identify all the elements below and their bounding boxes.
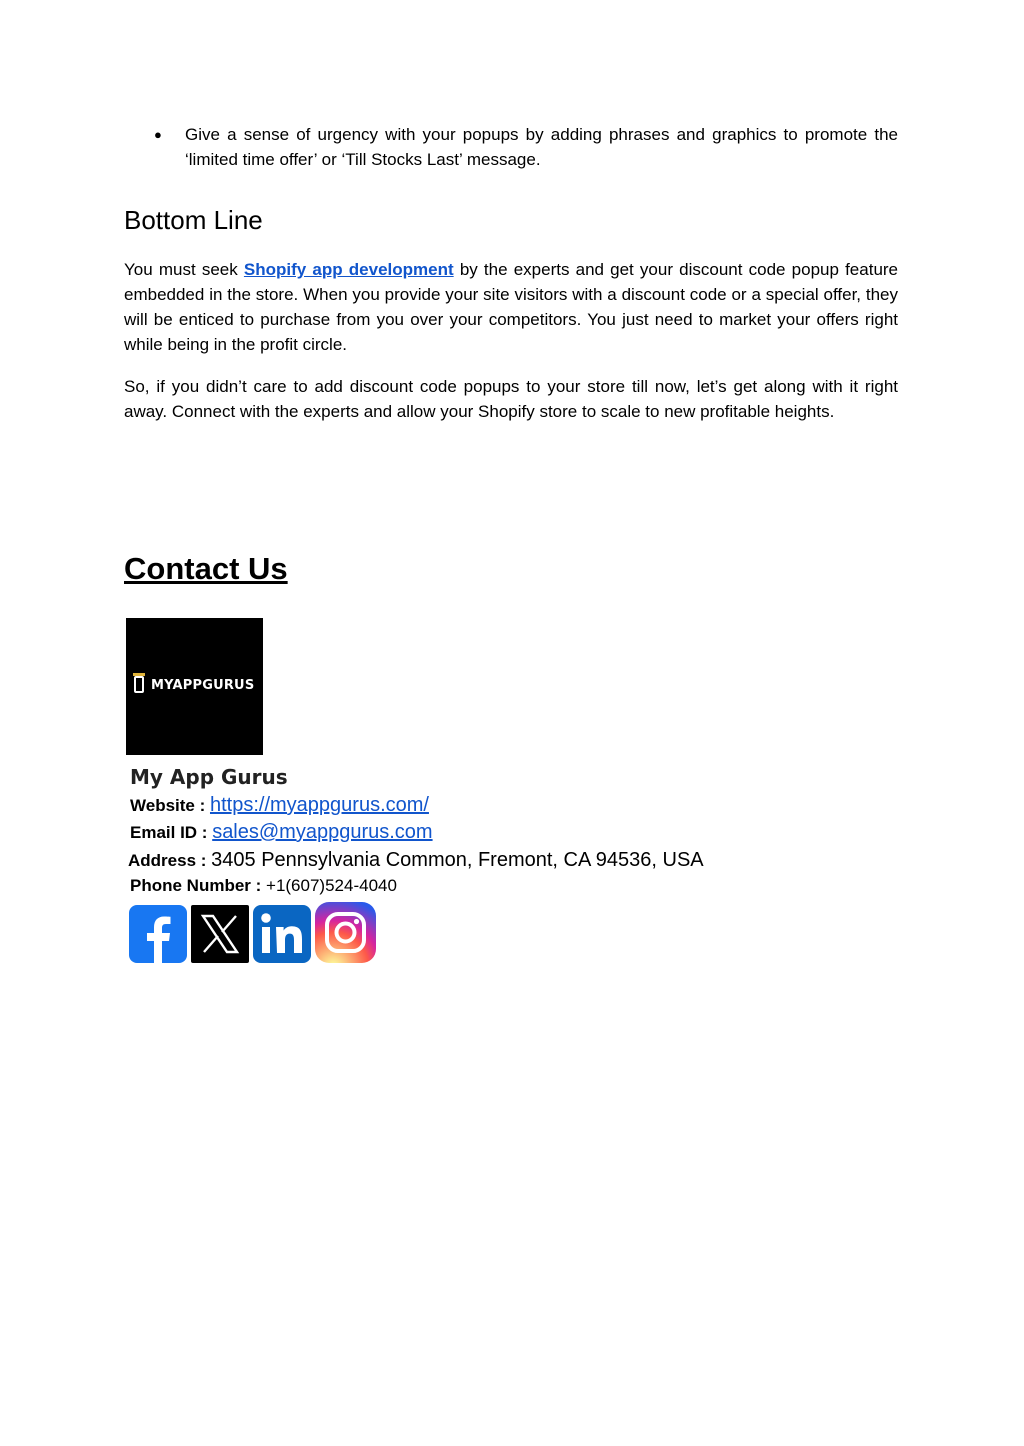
phone-row xyxy=(130,876,397,896)
email-label: Email ID : xyxy=(130,823,213,842)
p1-text-after: by the experts and get your discount code popup feature embedded in the store. When you provide your site visitors with a discount code or a special offer, they will be enticed to purchase from you over your competitors. You just need to market your offers right while being in the profit circle. xyxy=(124,260,899,354)
phone-value: +1(607)524-4040 xyxy=(266,876,397,895)
myappgurus-logo xyxy=(126,618,263,755)
bullet-text: Give a sense of urgency with your popups by adding phrases and graphics to promote the ‘limited time offer’ or ‘Till Stocks Last’ message. xyxy=(185,125,898,169)
bullet-item xyxy=(150,122,898,172)
address-row xyxy=(128,849,704,872)
website-row xyxy=(130,794,429,817)
bottom-line-heading: Bottom Line xyxy=(124,205,263,235)
shopify-app-development-link[interactable]: Shopify app development xyxy=(243,260,454,279)
instagram-icon[interactable] xyxy=(315,902,376,963)
company-name: My App Gurus xyxy=(130,765,288,789)
p1-text-before: You must seek xyxy=(124,260,244,279)
address-label: Address : xyxy=(128,851,212,870)
linkedin-icon[interactable] xyxy=(253,905,311,963)
website-link[interactable]: https://myappgurus.com/ xyxy=(209,794,429,816)
website-label: Website : xyxy=(130,796,210,815)
logo-text: MYAPPGURUS xyxy=(151,678,255,693)
address-value: 3405 Pennsylvania Common, Fremont, CA 94536, USA xyxy=(211,849,704,871)
bottom-line-paragraph-2: So, if you didn’t care to add discount code popups to your store till now, let’s get along with it right away. Connect with the experts and allow your Shopify store to scale to new profitable heights. xyxy=(124,377,898,421)
bullet-list xyxy=(150,122,898,172)
phone-icon xyxy=(134,676,144,693)
facebook-icon[interactable] xyxy=(129,905,187,963)
email-row xyxy=(130,821,433,844)
contact-us-heading: Contact Us xyxy=(124,551,288,586)
bullet-dot: ● xyxy=(154,127,162,142)
bottom-line-paragraph-1 xyxy=(124,257,898,357)
x-twitter-icon[interactable] xyxy=(191,905,249,963)
phone-label: Phone Number : xyxy=(130,876,267,895)
email-link[interactable]: sales@myappgurus.com xyxy=(212,821,433,843)
